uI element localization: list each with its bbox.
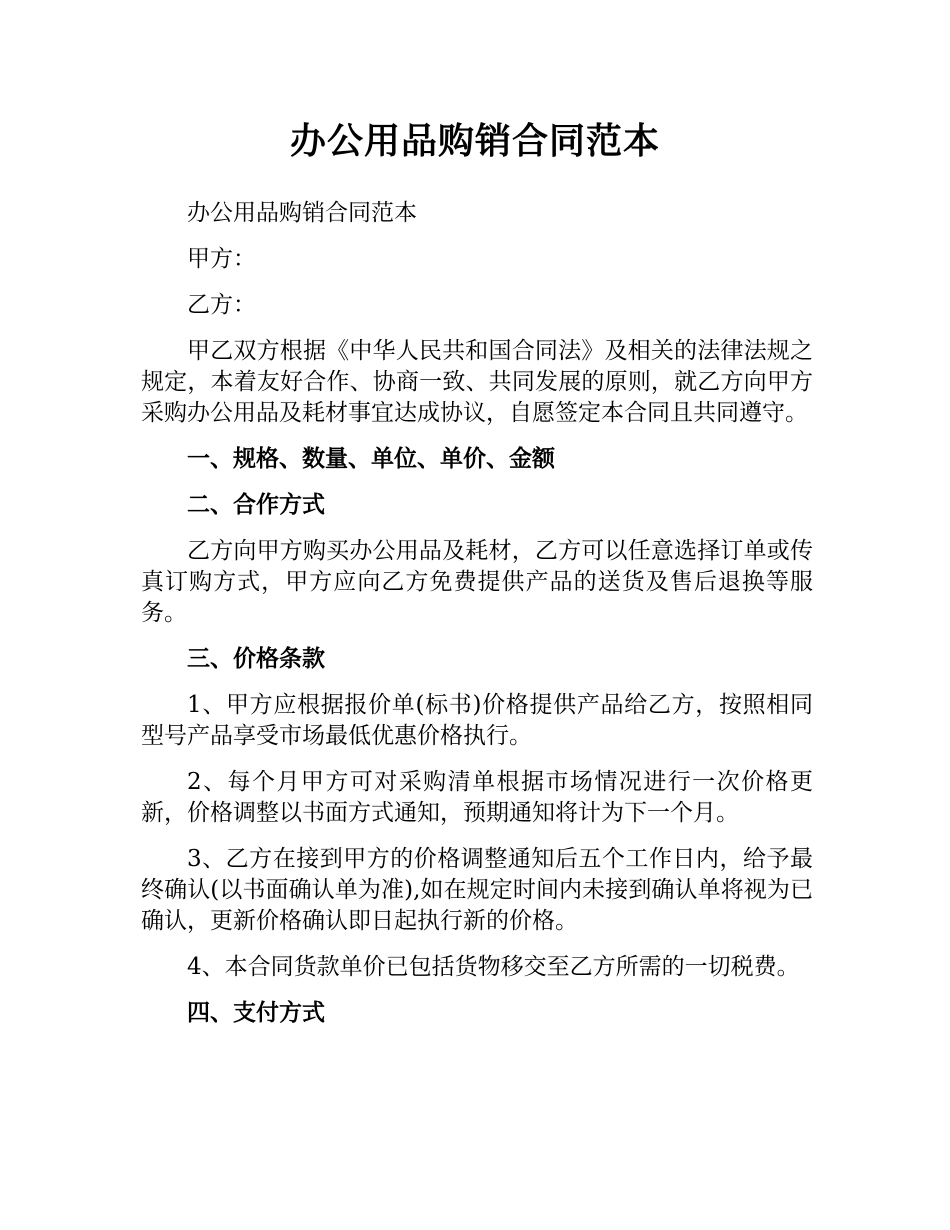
paragraph-subtitle: 办公用品购销合同范本 <box>187 200 417 226</box>
page-title: 办公用品购销合同范本 <box>289 121 660 162</box>
paragraph-party-b: 乙方： <box>187 292 256 318</box>
paragraph-section-2: 乙方向甲方购买办公用品及耗材，乙方可以任意选择订单或传真订购方式，甲方应向乙方免费提供产品的送货及售后退换等服务。 <box>141 538 813 626</box>
paragraph-clause-3-2: 2、每个月甲方可对采购清单根据市场情况进行一次价格更新，价格调整以书面方式通知，预期通知将计为下一个月。 <box>141 769 813 826</box>
paragraph-preamble: 甲乙双方根据《中华人民共和国合同法》及相关的法律法规之规定，本着友好合作、协商一致、共同发展的原则，就乙方向甲方采购办公用品及耗材事宜达成协议，自愿签定本合同且共同遵守。 <box>141 338 813 426</box>
paragraph-clause-3-4: 4、本合同货款单价已包括货物移交至乙方所需的一切税费。 <box>187 954 800 980</box>
section-heading-4: 四、支付方式 <box>187 1000 325 1026</box>
paragraph-party-a: 甲方： <box>187 246 256 272</box>
paragraph-clause-3-1: 1、甲方应根据报价单(标书)价格提供产品给乙方，按照相同型号产品享受市场最低优惠价格执行。 <box>141 692 813 749</box>
section-heading-3: 三、价格条款 <box>187 646 325 672</box>
section-heading-2: 二、合作方式 <box>187 492 325 518</box>
paragraph-clause-3-3: 3、乙方在接到甲方的价格调整通知后五个工作日内，给予最终确认(以书面确认单为准),如在规定时间内未接到确认单将视为已确认，更新价格确认即日起执行新的价格。 <box>141 846 813 934</box>
section-heading-1: 一、规格、数量、单位、单价、金额 <box>187 446 555 472</box>
document-body <box>141 198 813 1044</box>
